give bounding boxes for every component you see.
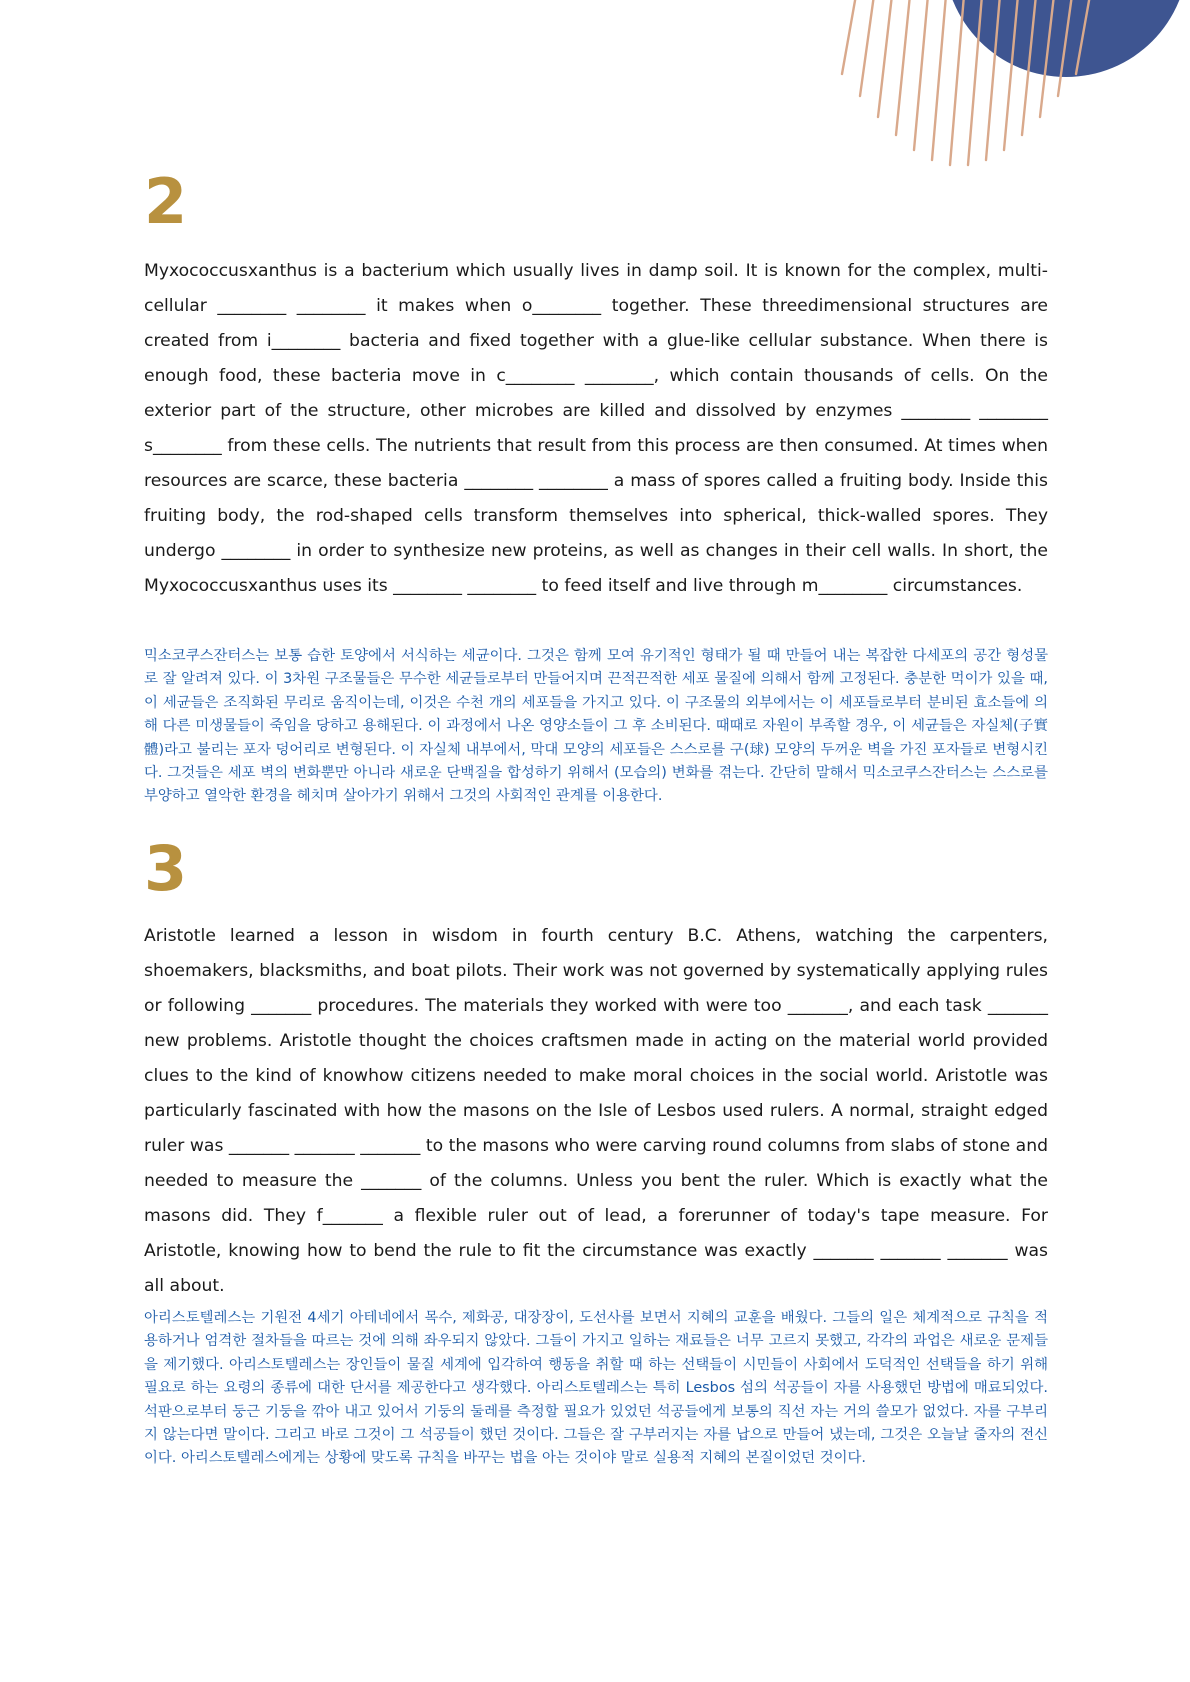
decor-stripe bbox=[932, 0, 946, 160]
passage-3-english: Aristotle learned a lesson in wisdom in fourth century B.C. Athens, watching the carpenters, shoemakers, blacksmiths, and boat pilots. Their work was not governed by systematically applying rules or following _______ procedures. The materials they worked with were too _______, and each task _______ new problems. Aristotle thought the choices craftsmen made in acting on the material world provided clues to the kind of knowhow citizens needed to make moral choices in the social world. Aristotle was particularly fascinated with how the masons on the Isle of Lesbos used rulers. A normal, straight edged ruler was _______ _______ _______ to the masons who were carving round columns from slabs of stone and needed to measure the _______ of the columns. Unless you bent the ruler. Which is exactly what the masons did. They f_______ a flexible ruler out of lead, a forerunner of today's tape measure. For Aristotle, knowing how to bend the rule to fit the circumstance was exactly _______ _______ _______ was all about. bbox=[144, 926, 1048, 1296]
passage-2-english: Myxococcusxanthus is a bacterium which usually lives in damp soil. It is known for the complex, multi-cellular ________ ________ it makes when o________ together. These threedimensional structures are created from i________ bacteria and fixed together with a glue-like cellular substance. When there is enough food, these bacteria move in c________ ________, which contain thousands of cells. On the exterior part of the structure, other microbes are killed and dissolved by enzymes ________ ________ s________ from these cells. The nutrients that result from this process are then consumed. At times when resources are scarce, these bacteria ________ ________ a mass of spores called a fruiting body. Inside this fruiting body, the rod-shaped cells transform themselves into spherical, thick-walled spores. They undergo ________ in order to synthesize new proteins, as well as changes in their cell walls. In short, the Myxococcusxanthus uses its ________ ________ to feed itself and live through m________ circumstances. bbox=[144, 261, 1048, 596]
decor-stripe bbox=[878, 0, 892, 117]
decor-stripe bbox=[860, 0, 874, 96]
decor-stripe bbox=[950, 0, 964, 165]
passage-3-korean-translation: 아리스토텔레스는 기원전 4세기 아테네에서 목수, 제화공, 대장장이, 도선사를 보면서 지혜의 교훈을 배웠다. 그들의 일은 체계적으로 규칙을 적용하거나 엄격한 절차들을 따르는 것에 의해 좌우되지 않았다. 그들이 가지고 일하는 재료들은 너무 고르지 못했고, 각각의 과업은 새로운 문제들을 제기했다. 아리스토텔레스는 장인들이 물질 세계에 입각하여 행동을 취할 때 하는 선택들이 시민들이 사회에서 도덕적인 선택들을 하기 위해 필요로 하는 요령의 종류에 대한 단서를 제공한다고 생각했다. 아리스토텔레스는 특히 Lesbos 섬의 석공들이 자를 사용했던 방법에 매료되었다. 석판으로부터 둥근 기둥을 깎아 내고 있어서 기둥의 둘레를 측정할 필요가 있었던 석공들에게 보통의 직선 자는 거의 쓸모가 없었다. 자를 구부리지 않는다면 말이다. 그리고 바로 그것이 그 석공들이 했던 것이다. 그들은 잘 구부러지는 자를 납으로 만들어 냈는데, 그것은 오늘날 줄자의 전신이다. 아리스토텔레스에게는 상황에 맞도록 규칙을 바꾸는 법을 아는 것이야 말로 실용적 지혜의 본질이었던 것이다. bbox=[144, 1310, 1048, 1467]
corner-decoration bbox=[0, 0, 1190, 180]
decor-stripe bbox=[896, 0, 910, 135]
decor-stripe bbox=[842, 0, 856, 74]
decor-stripe bbox=[914, 0, 928, 150]
section-number-2: 2 bbox=[144, 165, 188, 238]
passage-2-korean-translation: 믹소코쿠스잔터스는 보통 습한 토양에서 서식하는 세균이다. 그것은 함께 모여 유기적인 형태가 될 때 만들어 내는 복잡한 다세포의 공간 형성물로 잘 알려져 있다. 이 3차원 구조물들은 무수한 세균들로부터 만들어지며 끈적끈적한 세포 물질에 의해서 함께 고정된다. 충분한 먹이가 있을 때, 이 세균들은 조직화된 무리로 움직이는데, 이것은 수천 개의 세포들을 가지고 있다. 이 구조물의 외부에서는 이 세포들로부터 분비된 효소들에 의해 다른 미생물들이 죽임을 당하고 용해된다. 이 과정에서 나온 영양소들이 그 후 소비된다. 때때로 자원이 부족할 경우, 이 세균들은 자실체(子實體)라고 불리는 포자 덩어리로 변형된다. 이 자실체 내부에서, 막대 모양의 세포들은 스스로를 구(球) 모양의 두꺼운 벽을 가진 포자들로 변형시킨다. 그것들은 세포 벽의 변화뿐만 아니라 새로운 단백질을 합성하기 위해서 (모습의) 변화를 겪는다. 간단히 말해서 믹소코쿠스잔터스는 스스로를 부양하고 열악한 환경을 헤치며 살아가기 위해서 그것의 사회적인 관계를 이용한다. bbox=[144, 648, 1048, 805]
section-number-3: 3 bbox=[144, 832, 188, 905]
